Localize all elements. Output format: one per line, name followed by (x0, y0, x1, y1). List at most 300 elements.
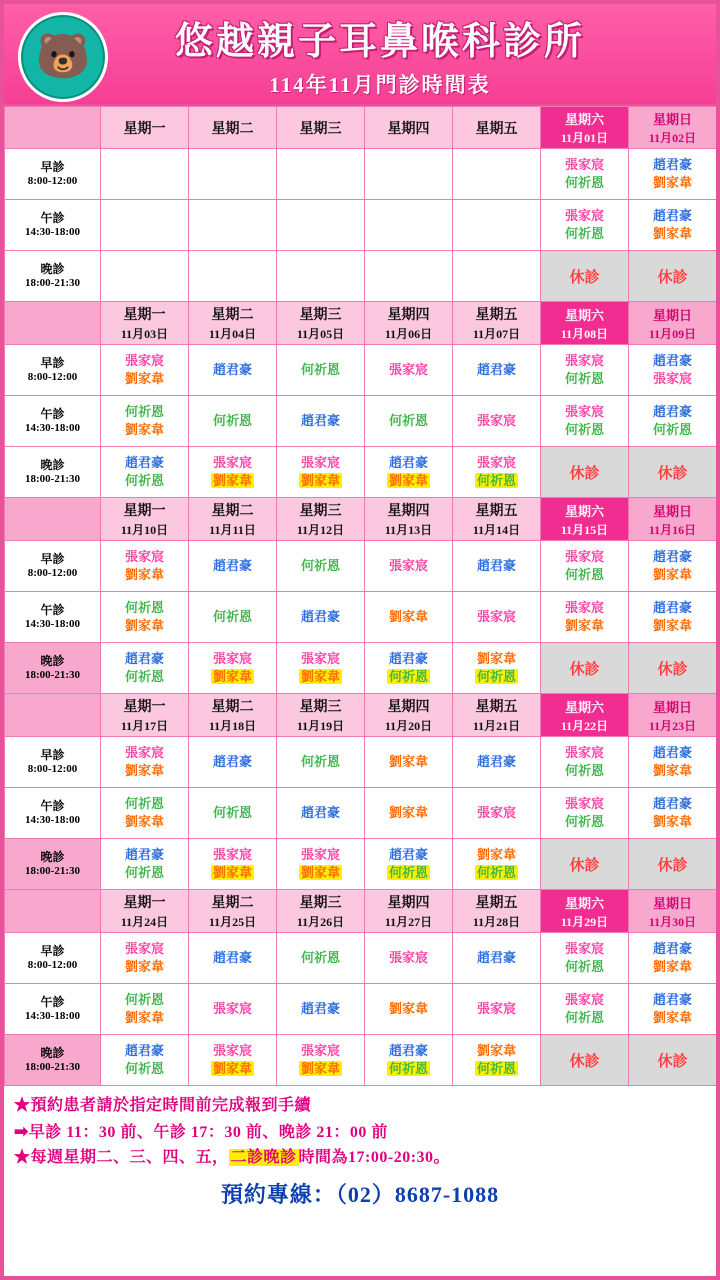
note-3-text-b: 時間為17:00-20:30。 (298, 1148, 451, 1166)
week-header-row (5, 498, 717, 541)
schedule-cell (101, 592, 189, 643)
doctor-name: 張家宸 (564, 157, 604, 173)
doctor-name: 何祈恩 (300, 950, 340, 966)
schedule-cell (629, 200, 717, 251)
doctor-name: 劉家韋 (124, 814, 164, 829)
schedule-cell (629, 933, 717, 984)
weekday-date: 11月22日 (560, 718, 609, 733)
weekday-header-3 (277, 302, 365, 345)
table-corner-cell (5, 302, 101, 345)
doctor-name: 劉家韋 (476, 847, 516, 863)
weekday-date: 11月02日 (648, 131, 697, 145)
schedule-cell (629, 149, 717, 200)
doctor-name: 何祈恩 (300, 362, 340, 378)
weekday-name: 星期三 (299, 504, 342, 519)
weekday-date: 11月11日 (209, 523, 256, 537)
doctor-name: 張家宸 (124, 549, 164, 565)
rest-cell: 休診 (541, 251, 629, 302)
schedule-cell (277, 200, 365, 251)
star-icon-2: ★ (14, 1148, 31, 1166)
note-2-text: 早診 11：30 前、午診 17：30 前、晚診 21：00 前 (28, 1123, 388, 1141)
weekday-date: 11月13日 (384, 523, 433, 537)
schedule-cell (453, 788, 541, 839)
weekday-header-6 (541, 302, 629, 345)
schedule-cell (101, 933, 189, 984)
doctor-name-highlight: 劉家韋 (212, 1061, 252, 1076)
schedule-cell (189, 1035, 277, 1086)
time-slot-label (5, 1035, 101, 1086)
doctor-name: 張家宸 (564, 992, 604, 1008)
weekday-header-6 (541, 107, 629, 149)
doctor-name: 張家宸 (300, 455, 340, 471)
weekday-name: 星期五 (475, 504, 518, 519)
weekday-name: 星期一 (123, 504, 166, 519)
schedule-cell (541, 200, 629, 251)
weekday-name: 星期二 (211, 896, 254, 911)
weekday-name: 星期二 (211, 504, 254, 519)
note-3-highlight: 二診晚診 (230, 1148, 297, 1166)
doctor-name: 何祈恩 (564, 1010, 604, 1025)
weekday-header-7 (629, 302, 717, 345)
schedule-cell (277, 933, 365, 984)
doctor-name: 趙君豪 (212, 362, 252, 378)
week-header-row (5, 890, 717, 933)
schedule-cell (453, 984, 541, 1035)
doctor-name-highlight: 何祈恩 (388, 865, 428, 880)
schedule-cell (453, 592, 541, 643)
doctor-name: 何祈恩 (124, 796, 164, 812)
weekday-date: 11月30日 (648, 914, 697, 929)
doctor-name: 張家宸 (212, 455, 252, 471)
schedule-cell (189, 251, 277, 302)
doctor-name: 劉家韋 (652, 175, 692, 190)
schedule-cell (541, 737, 629, 788)
schedule-cell (101, 447, 189, 498)
schedule-cell (453, 643, 541, 694)
doctor-name: 何祈恩 (564, 763, 604, 778)
schedule-cell (101, 149, 189, 200)
schedule-cell (629, 984, 717, 1035)
time-slot-label (5, 447, 101, 498)
doctor-name: 張家宸 (124, 745, 164, 761)
note-3-text-a: 每週星期二、三、四、五， (30, 1148, 229, 1166)
doctor-name: 趙君豪 (476, 950, 516, 966)
weekday-name: 星期六 (564, 307, 604, 323)
weekday-name: 星期日 (652, 307, 692, 323)
schedule-cell (101, 200, 189, 251)
slot-name: 早診 (40, 943, 65, 958)
schedule-cell (365, 933, 453, 984)
weekday-header-3 (277, 107, 365, 149)
slot-range: 18:00-21:30 (25, 1060, 80, 1073)
table-row (5, 447, 717, 498)
doctor-name: 張家宸 (300, 651, 340, 667)
schedule-cell (189, 345, 277, 396)
slot-name: 早診 (40, 747, 65, 762)
doctor-name: 劉家韋 (124, 422, 164, 437)
weekday-header-1 (101, 107, 189, 149)
schedule-cell (277, 1035, 365, 1086)
doctor-name: 趙君豪 (652, 600, 692, 616)
weekday-date: 11月08日 (560, 326, 609, 341)
weekday-name: 星期五 (475, 121, 518, 137)
doctor-name: 趙君豪 (652, 941, 692, 957)
page-title: 悠越親子耳鼻喉科診所 (174, 20, 585, 63)
doctor-name: 趙君豪 (212, 754, 252, 770)
doctor-name-highlight: 劉家韋 (300, 865, 340, 880)
schedule-cell (101, 1035, 189, 1086)
schedule-cell (189, 396, 277, 447)
weekday-header-3 (277, 890, 365, 933)
doctor-name-highlight: 何祈恩 (476, 865, 516, 880)
week-header-row (5, 107, 717, 149)
schedule-cell (101, 643, 189, 694)
weekday-header-6 (541, 498, 629, 541)
table-row (5, 396, 717, 447)
doctor-name: 趙君豪 (300, 413, 340, 429)
weekday-date: 11月16日 (648, 522, 697, 537)
schedule-cell (541, 345, 629, 396)
table-row (5, 251, 717, 302)
doctor-name: 劉家韋 (652, 618, 692, 633)
schedule-cell (189, 592, 277, 643)
schedule-cell (365, 541, 453, 592)
table-row (5, 200, 717, 251)
doctor-name: 何祈恩 (564, 567, 604, 582)
slot-range: 8:00-12:00 (27, 958, 78, 971)
doctor-name: 何祈恩 (300, 558, 340, 574)
weekday-name: 星期四 (387, 896, 430, 911)
doctor-name: 張家宸 (300, 1043, 340, 1059)
schedule-cell (365, 1035, 453, 1086)
weekday-name: 星期二 (211, 700, 254, 715)
weekday-date: 11月18日 (208, 719, 257, 733)
schedule-cell (453, 1035, 541, 1086)
table-corner-cell (5, 890, 101, 933)
schedule-cell (453, 839, 541, 890)
weekday-date: 11月28日 (472, 915, 521, 929)
schedule-cell (453, 251, 541, 302)
slot-name: 午診 (40, 210, 65, 225)
schedule-cell (629, 788, 717, 839)
doctor-name (454, 864, 539, 882)
schedule-cell (277, 447, 365, 498)
slot-name: 早診 (40, 159, 65, 174)
weekday-header-5 (453, 302, 541, 345)
weekday-date: 11月12日 (296, 523, 345, 537)
weekday-header-5 (453, 498, 541, 541)
rest-cell: 休診 (629, 1035, 717, 1086)
title-block (135, 10, 585, 99)
doctor-name: 劉家韋 (652, 567, 692, 582)
weekday-date: 11月27日 (384, 915, 433, 929)
doctor-name-highlight: 何祈恩 (476, 669, 516, 684)
doctor-name: 劉家韋 (652, 1010, 692, 1025)
doctor-name: 趙君豪 (212, 558, 252, 574)
weekday-name: 星期三 (299, 308, 342, 323)
doctor-name: 張家宸 (564, 353, 604, 369)
rest-cell: 休診 (629, 447, 717, 498)
doctor-name: 趙君豪 (476, 362, 516, 378)
doctor-name-highlight: 劉家韋 (388, 473, 428, 488)
slot-name: 晚診 (40, 1045, 65, 1060)
schedule-cell (277, 737, 365, 788)
doctor-name: 張家宸 (564, 404, 604, 420)
doctor-name: 劉家韋 (388, 805, 428, 821)
doctor-name: 張家宸 (212, 1043, 252, 1059)
weekday-header-4 (365, 302, 453, 345)
doctor-name: 張家宸 (212, 1001, 252, 1017)
time-slot-label (5, 396, 101, 447)
weekday-date: 11月05日 (296, 327, 345, 341)
doctor-name: 趙君豪 (652, 549, 692, 565)
doctor-name: 何祈恩 (652, 422, 692, 437)
weekday-header-6 (541, 694, 629, 737)
schedule-cell (365, 396, 453, 447)
doctor-name: 劉家韋 (124, 763, 164, 778)
doctor-name (190, 668, 275, 686)
doctor-name-highlight: 何祈恩 (476, 1061, 516, 1076)
schedule-cell (189, 933, 277, 984)
weekday-date: 11月06日 (384, 327, 433, 341)
table-row (5, 643, 717, 694)
schedule-cell (629, 737, 717, 788)
slot-name: 午診 (40, 406, 65, 421)
footer-notes (4, 1086, 716, 1211)
slot-range: 8:00-12:00 (27, 566, 78, 579)
weekday-name: 星期六 (564, 895, 604, 911)
slot-name: 晚診 (40, 261, 65, 276)
doctor-name: 趙君豪 (388, 651, 428, 667)
weekday-name: 星期三 (299, 896, 342, 911)
weekday-header-1 (101, 498, 189, 541)
doctor-name-highlight: 何祈恩 (388, 669, 428, 684)
doctor-name (366, 472, 451, 490)
doctor-name: 趙君豪 (652, 404, 692, 420)
weekday-header-1 (101, 694, 189, 737)
doctor-name: 劉家韋 (564, 618, 604, 633)
note-line-2 (14, 1121, 706, 1144)
doctor-name: 張家宸 (564, 745, 604, 761)
schedule-cell (277, 345, 365, 396)
weekday-header-7 (629, 694, 717, 737)
schedule-cell (453, 396, 541, 447)
schedule-cell (629, 396, 717, 447)
doctor-name-highlight: 何祈恩 (476, 473, 516, 488)
weekday-header-7 (629, 107, 717, 149)
doctor-name: 劉家韋 (652, 814, 692, 829)
weekday-date: 11月24日 (120, 915, 169, 929)
schedule-cell (365, 447, 453, 498)
weekday-name: 星期日 (652, 112, 692, 127)
weekday-date: 11月14日 (472, 523, 521, 537)
doctor-name (366, 1060, 451, 1078)
schedule-cell (541, 984, 629, 1035)
weekday-name: 星期一 (123, 700, 166, 715)
table-row (5, 788, 717, 839)
schedule-cell (189, 839, 277, 890)
schedule-cell (365, 200, 453, 251)
weekday-header-4 (365, 694, 453, 737)
star-icon: ★ (14, 1097, 31, 1114)
schedule-cell (277, 149, 365, 200)
weekday-header-1 (101, 890, 189, 933)
doctor-name: 張家宸 (564, 796, 604, 812)
time-slot-label (5, 737, 101, 788)
schedule-cell (101, 396, 189, 447)
slot-range: 14:30-18:00 (25, 225, 80, 238)
note-line-3 (14, 1148, 706, 1169)
doctor-name: 何祈恩 (388, 413, 428, 429)
weekday-date: 11月21日 (472, 719, 521, 733)
weekday-header-4 (365, 107, 453, 149)
weekday-name: 星期五 (475, 308, 518, 323)
schedule-cell (629, 345, 717, 396)
doctor-name: 何祈恩 (124, 404, 164, 420)
doctor-name: 何祈恩 (124, 992, 164, 1008)
doctor-name: 何祈恩 (564, 175, 604, 190)
time-slot-label (5, 541, 101, 592)
slot-range: 18:00-21:30 (25, 472, 80, 485)
doctor-name (366, 668, 451, 686)
doctor-name: 張家宸 (388, 950, 428, 966)
schedule-cell (453, 541, 541, 592)
weekday-name: 星期一 (123, 308, 166, 323)
doctor-name: 趙君豪 (388, 847, 428, 863)
schedule-cell (365, 345, 453, 396)
doctor-name: 張家宸 (300, 847, 340, 863)
weekday-header-2 (189, 302, 277, 345)
weekday-name: 星期五 (475, 896, 518, 911)
weekday-header-7 (629, 498, 717, 541)
table-row (5, 592, 717, 643)
doctor-name: 何祈恩 (212, 609, 252, 625)
schedule-cell (453, 737, 541, 788)
weekday-header-2 (189, 694, 277, 737)
time-slot-label (5, 933, 101, 984)
time-slot-label (5, 345, 101, 396)
schedule-cell (365, 149, 453, 200)
schedule-cell (453, 149, 541, 200)
schedule-cell (189, 200, 277, 251)
table-row (5, 541, 717, 592)
weekday-name: 星期四 (387, 308, 430, 323)
weekday-name: 星期四 (387, 121, 430, 137)
doctor-name-highlight: 劉家韋 (212, 669, 252, 684)
doctor-name (190, 472, 275, 490)
rest-cell: 休診 (629, 643, 717, 694)
schedule-cell (189, 643, 277, 694)
rest-cell: 休診 (629, 251, 717, 302)
weekday-date: 11月09日 (648, 326, 697, 341)
weekday-date: 11月25日 (208, 915, 257, 929)
weekday-name: 星期日 (652, 895, 692, 911)
schedule-cell (189, 788, 277, 839)
table-row (5, 933, 717, 984)
doctor-name: 趙君豪 (652, 157, 692, 173)
doctor-name-highlight: 劉家韋 (300, 669, 340, 684)
weekday-header-4 (365, 498, 453, 541)
doctor-name-highlight: 何祈恩 (388, 1061, 428, 1076)
schedule-cell (101, 984, 189, 1035)
slot-range: 14:30-18:00 (25, 813, 80, 826)
table-row (5, 1035, 717, 1086)
time-slot-label (5, 200, 101, 251)
table-row (5, 839, 717, 890)
doctor-name: 劉家韋 (476, 651, 516, 667)
weekday-date: 11月10日 (120, 523, 169, 537)
time-slot-label (5, 788, 101, 839)
schedule-cell (277, 396, 365, 447)
weekday-name: 星期六 (564, 503, 604, 519)
slot-range: 8:00-12:00 (27, 762, 78, 775)
doctor-name: 趙君豪 (652, 353, 692, 369)
doctor-name: 劉家韋 (124, 1010, 164, 1025)
doctor-name: 張家宸 (124, 941, 164, 957)
rest-cell: 休診 (541, 1035, 629, 1086)
schedule-cell (101, 345, 189, 396)
doctor-name (278, 472, 363, 490)
weekday-name: 星期四 (387, 504, 430, 519)
table-row (5, 149, 717, 200)
doctor-name: 劉家韋 (476, 1043, 516, 1059)
bear-logo-icon (18, 12, 108, 102)
doctor-name: 劉家韋 (124, 618, 164, 633)
doctor-name (454, 1060, 539, 1078)
schedule-cell (101, 839, 189, 890)
schedule-cell (189, 541, 277, 592)
schedule-cell (101, 737, 189, 788)
schedule-cell (277, 984, 365, 1035)
doctor-name: 張家宸 (476, 1001, 516, 1017)
schedule-cell (277, 251, 365, 302)
weekday-name: 星期二 (211, 308, 254, 323)
schedule-cell (101, 251, 189, 302)
weekday-header-4 (365, 890, 453, 933)
weekday-header-7 (629, 890, 717, 933)
doctor-name: 趙君豪 (652, 796, 692, 812)
doctor-name: 張家宸 (476, 805, 516, 821)
weekday-name: 星期六 (564, 112, 604, 127)
doctor-name: 何祈恩 (564, 959, 604, 974)
doctor-name: 劉家韋 (652, 959, 692, 974)
doctor-name-highlight: 劉家韋 (212, 865, 252, 880)
doctor-name: 趙君豪 (300, 805, 340, 821)
doctor-name (278, 1060, 363, 1078)
weekday-name: 星期日 (652, 699, 692, 715)
page-subtitle: 114年11月門診時間表 (269, 72, 491, 97)
doctor-name (366, 864, 451, 882)
doctor-name: 劉家韋 (124, 567, 164, 582)
doctor-name: 何祈恩 (212, 805, 252, 821)
weekday-header-2 (189, 107, 277, 149)
reservation-phone: 預約專線：（02）8687-1088 (220, 1182, 500, 1208)
doctor-name: 何祈恩 (564, 371, 604, 386)
doctor-name: 趙君豪 (476, 754, 516, 770)
weekday-date: 11月19日 (296, 719, 345, 733)
weekday-date: 11月20日 (384, 719, 433, 733)
doctor-name: 趙君豪 (652, 992, 692, 1008)
doctor-name: 劉家韋 (652, 226, 692, 241)
weekday-date: 11月23日 (648, 718, 697, 733)
weekday-date: 11月17日 (120, 719, 169, 733)
doctor-name: 何祈恩 (124, 1061, 164, 1076)
doctor-name: 張家宸 (124, 353, 164, 369)
doctor-name: 張家宸 (476, 455, 516, 471)
time-slot-label (5, 984, 101, 1035)
schedule-cell (277, 788, 365, 839)
doctor-name (190, 864, 275, 882)
